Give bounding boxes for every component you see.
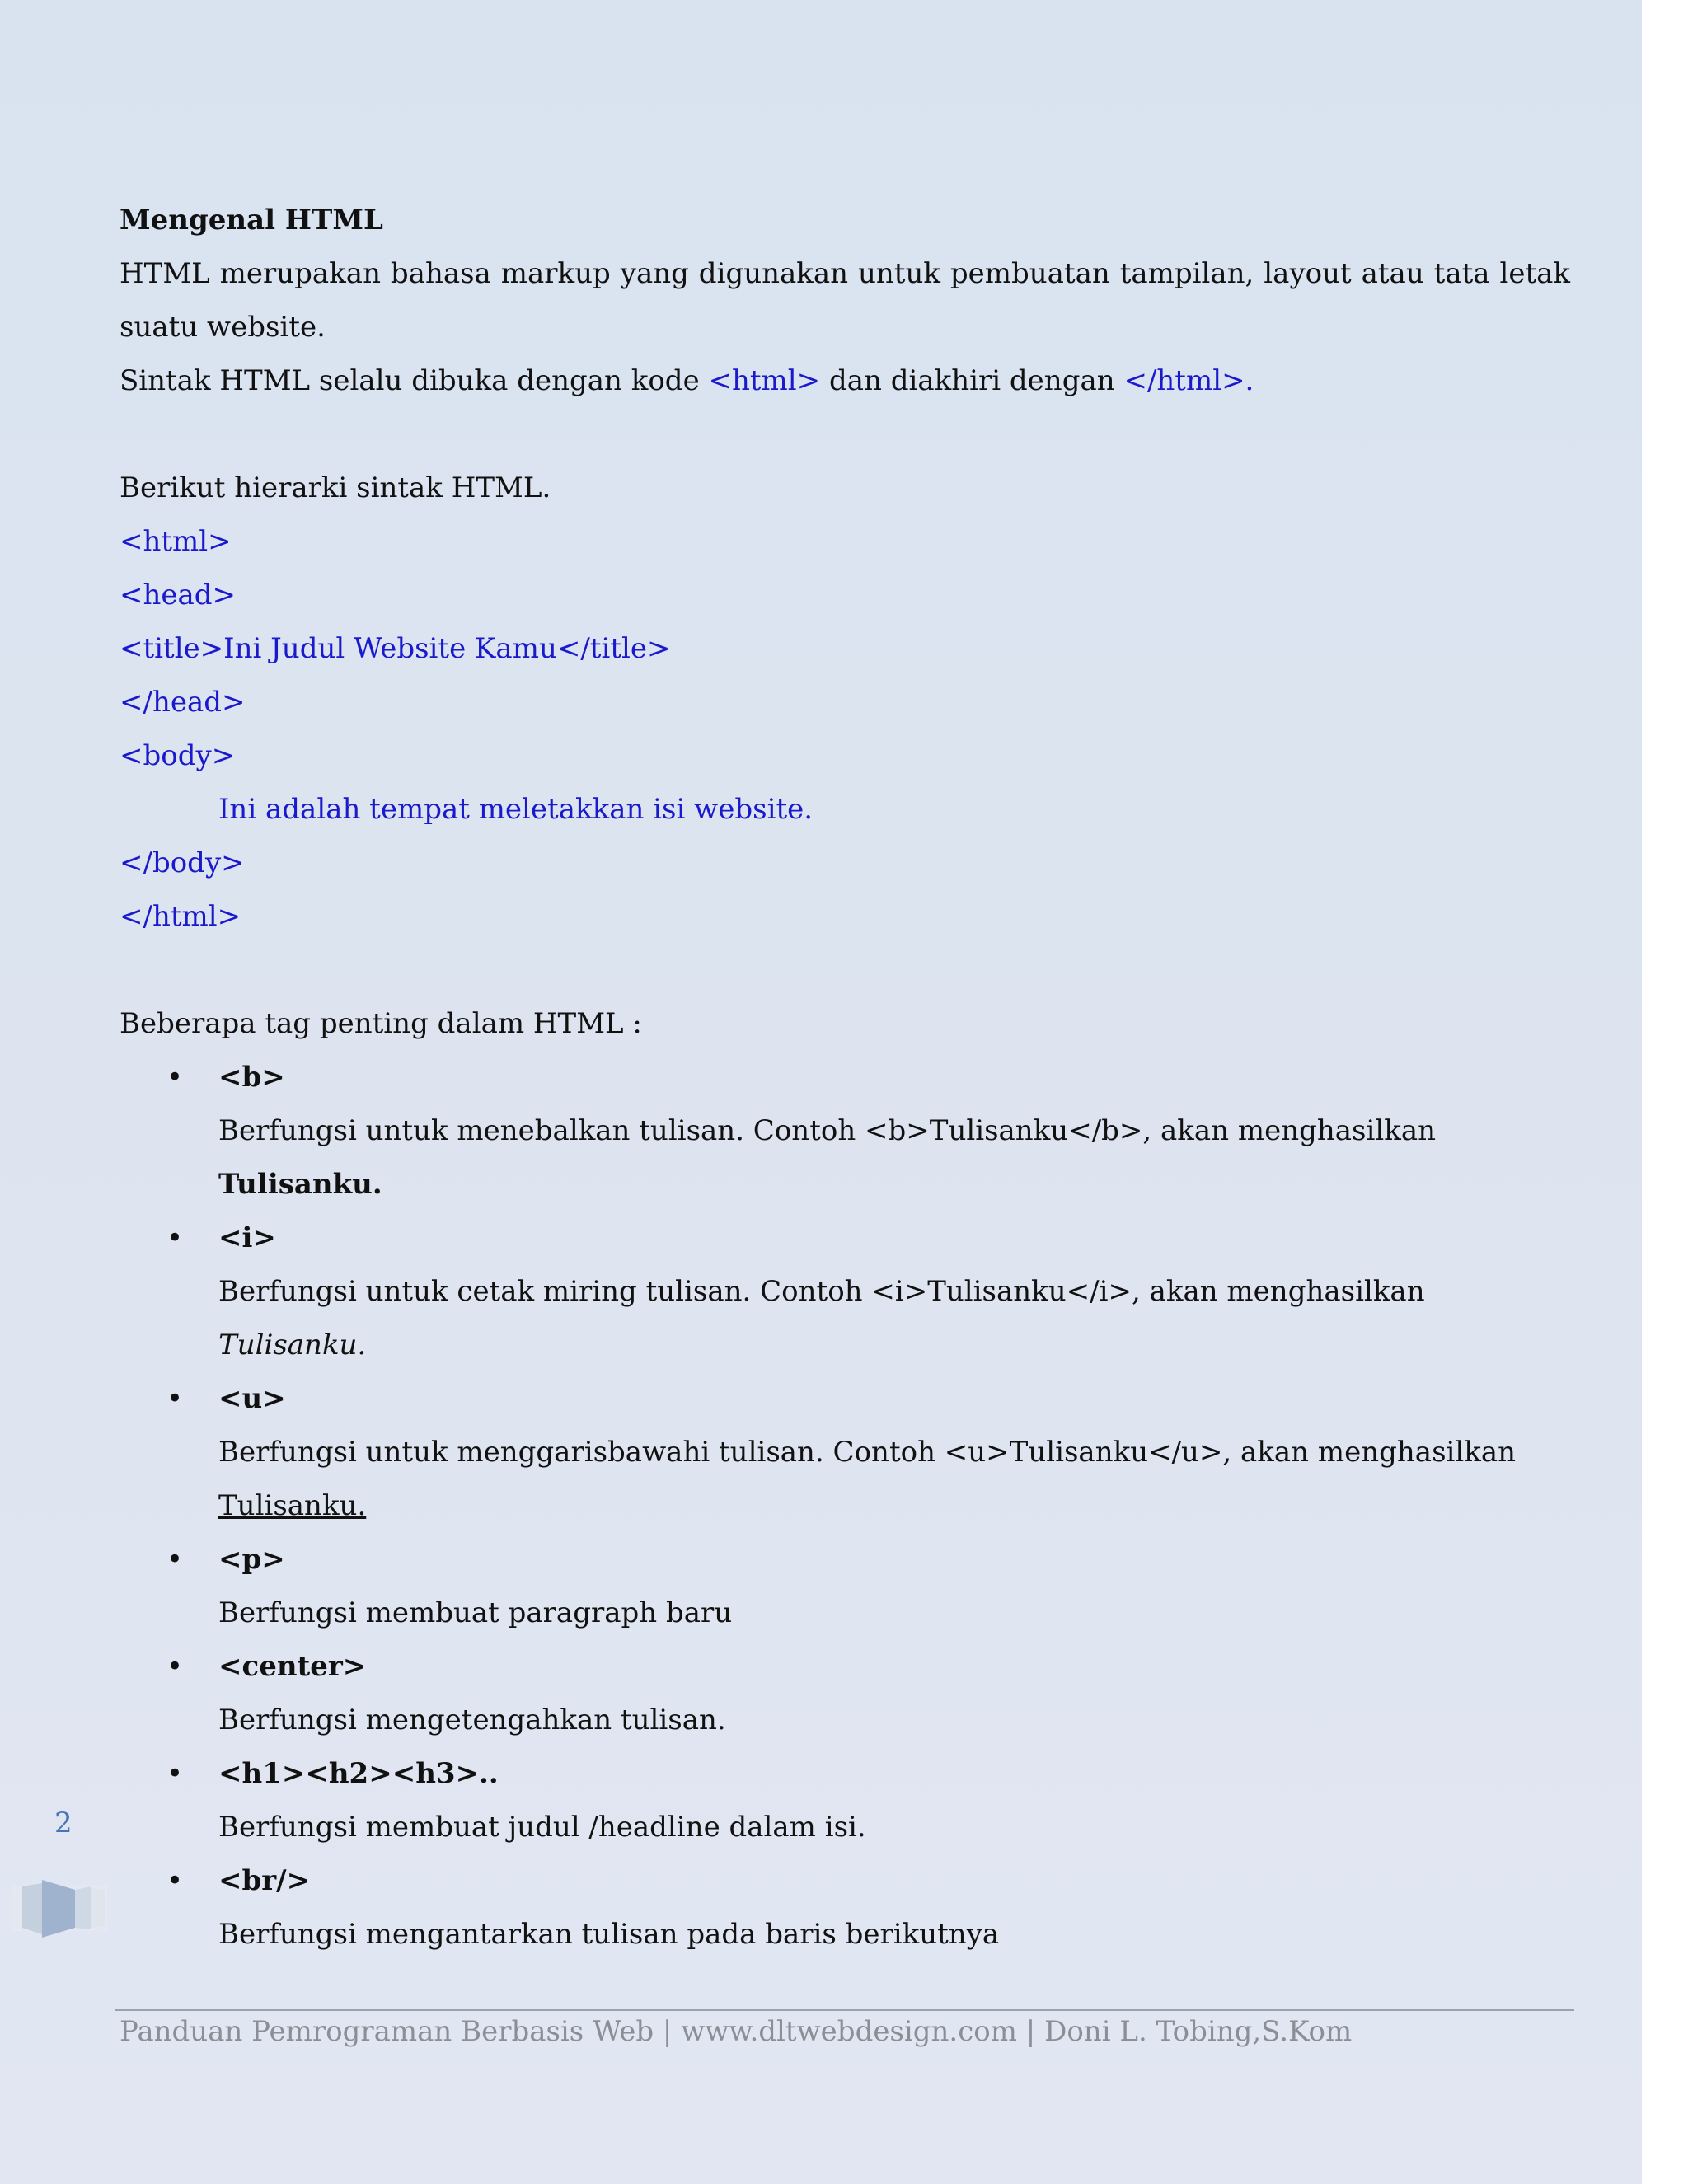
tag-name: <u> xyxy=(218,1382,286,1415)
bullet-icon: • xyxy=(166,1061,184,1094)
code-block xyxy=(120,515,1570,944)
tag-example-bold: Tulisanku. xyxy=(218,1168,382,1201)
list-item xyxy=(120,1640,1570,1747)
tag-description: Berfungsi membuat judul /headline dalam isi. xyxy=(218,1811,866,1844)
bullet-icon: • xyxy=(166,1864,184,1897)
tag-description: Berfungsi mengetengahkan tulisan. xyxy=(218,1704,726,1736)
code-line: </head> xyxy=(120,686,246,719)
list-item xyxy=(120,1372,1570,1533)
tag-description xyxy=(218,1426,1570,1533)
bullet-icon: • xyxy=(166,1221,184,1254)
bullet-icon: • xyxy=(166,1757,184,1790)
tag-description xyxy=(218,1104,1570,1212)
syntax-middle: dan diakhiri dengan xyxy=(820,364,1124,397)
tag-description-text: Berfungsi untuk menebalkan tulisan. Contoh <b>Tulisanku</b>, akan menghasilkan xyxy=(218,1114,1437,1147)
code-line: </html> xyxy=(120,900,241,933)
list-item xyxy=(120,1051,1570,1212)
code-line: <head> xyxy=(120,579,237,612)
tag-description: Berfungsi membuat paragraph baru xyxy=(218,1596,733,1629)
syntax-open-tag: <html> xyxy=(708,364,821,397)
syntax-prefix: Sintak HTML selalu dibuka dengan kode xyxy=(120,364,709,397)
blank-line xyxy=(120,944,1570,997)
section-heading: Mengenal HTML xyxy=(120,204,383,237)
code-line: <html> xyxy=(120,525,232,558)
syntax-close-tag: </html>. xyxy=(1123,364,1254,397)
blank-line xyxy=(120,408,1570,462)
tag-name: <p> xyxy=(218,1543,285,1576)
list-item xyxy=(120,1854,1570,1961)
bullet-icon: • xyxy=(166,1543,184,1576)
hierarchy-intro: Berikut hierarki sintak HTML. xyxy=(120,471,551,504)
tag-description xyxy=(218,1265,1570,1372)
tag-name: <br/> xyxy=(218,1864,311,1897)
page-content xyxy=(120,194,1570,1961)
tag-example-underline: Tulisanku. xyxy=(218,1489,367,1522)
list-item xyxy=(120,1212,1570,1372)
bullet-icon: • xyxy=(166,1382,184,1415)
tag-description-text: Berfungsi untuk cetak miring tulisan. Contoh <i>Tulisanku</i>, akan menghasilkan xyxy=(218,1275,1425,1308)
code-line: <body> xyxy=(120,739,236,772)
tags-intro: Beberapa tag penting dalam HTML : xyxy=(120,1007,642,1040)
tag-name: <h1><h2><h3>.. xyxy=(218,1757,499,1790)
tag-description-text: Berfungsi untuk menggarisbawahi tulisan. Contoh <u>Tulisanku</u>, akan menghasilkan xyxy=(218,1436,1517,1469)
tag-example-italic: Tulisanku. xyxy=(218,1329,367,1361)
tag-description: Berfungsi mengantarkan tulisan pada baris berikutnya xyxy=(218,1918,1000,1951)
code-line: </body> xyxy=(120,846,245,879)
book-pages-icon xyxy=(12,1875,107,1941)
tag-name: <center> xyxy=(218,1650,367,1683)
list-item xyxy=(120,1533,1570,1640)
syntax-sentence xyxy=(120,354,1570,408)
tag-name: <i> xyxy=(218,1221,276,1254)
code-line: <title>Ini Judul Website Kamu</title> xyxy=(120,632,671,665)
tag-list xyxy=(120,1051,1570,1961)
intro-paragraph: HTML merupakan bahasa markup yang digunakan untuk pembuatan tampilan, layout atau tata letak suatu website. xyxy=(120,257,1570,344)
page-number: 2 xyxy=(54,1807,73,1840)
code-line-indented: Ini adalah tempat meletakkan isi website. xyxy=(218,793,814,826)
page-footer: Panduan Pemrograman Berbasis Web | www.dltwebdesign.com | Doni L. Tobing,S.Kom xyxy=(120,2015,1353,2048)
tag-name: <b> xyxy=(218,1061,285,1094)
list-item xyxy=(120,1747,1570,1854)
bullet-icon: • xyxy=(166,1650,184,1683)
